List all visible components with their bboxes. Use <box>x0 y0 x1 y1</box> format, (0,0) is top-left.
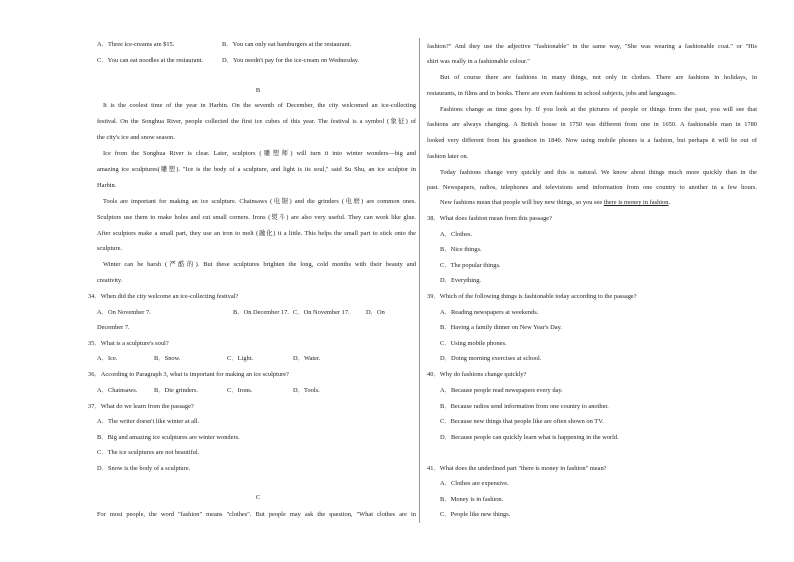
question-37: 37．What do we learn from the passage? <box>88 403 194 410</box>
q37-option-b: B．Big and amazing ice sculptures are winter wonders. <box>97 434 240 441</box>
q40-option-b: B．Because radios send information from one country to another. <box>440 403 609 410</box>
paragraph-line: Ice from the Songhua River is clear. Later, sculptors (雕塑师) will turn it into winter wonders—big and <box>103 150 416 157</box>
q38-option-d: D．Everything. <box>440 277 481 284</box>
q36-option-c: C．Irons. <box>227 387 253 394</box>
paragraph-line: fashion later on. <box>427 153 469 160</box>
paragraph-line: Winter can be harsh (严酷的). But these sculptures brighten the long, cold months with their beauty and <box>103 261 416 268</box>
paragraph-line: Today fashions change very quickly and this is natural. We know about things much more quickly than in the <box>440 169 757 176</box>
option-b: B．You can only eat hamburgers at the restaurant. <box>222 41 352 48</box>
paragraph-line: fashion?" And they use the adjective "fashionable" in the same way, "She was wearing a fashionable coat." or "His <box>427 43 757 50</box>
paragraph-text: New fashions mean that people will buy new things, so you see <box>440 199 604 206</box>
paragraph-line: After sculptors make a small part, they use an iron to melt (融化) it a little. This helps the small part to stick onto the <box>97 230 416 237</box>
paragraph-line: fashions are always changing. A British house in 1750 was different from one in 1650. A fashionable man in 1780 <box>427 121 757 128</box>
option-c: C．You can eat noodles at the restaurant. <box>97 57 204 64</box>
paragraph-line: looked very different from his grandson in 1840. Now using mobile phones is a fashion, but perhaps it will be out of <box>427 137 757 144</box>
q35-option-b: B．Snow. <box>154 355 181 362</box>
q37-option-a: A．The writer doesn't like winter at all. <box>97 418 200 425</box>
q36-option-a: A．Chainsaws. <box>97 387 138 394</box>
paragraph-line: restaurants, in films and in books. There are even fashions in school subjects, jobs and languages. <box>427 90 677 97</box>
option-a: A．Three ice-creams are $15. <box>97 41 175 48</box>
paragraph-line: festival. On the Songhua River, people collected the first ice cubes of this year. The festival is a symbol (象征) of <box>97 118 416 125</box>
paragraph-line <box>440 199 670 207</box>
q36-option-d: D．Tools. <box>293 387 320 394</box>
question-35: 35．What is a sculpture's soul? <box>88 340 169 347</box>
q41-option-c: C．People like new things. <box>440 511 511 518</box>
q34-option-b: B．On December 17. <box>233 309 289 316</box>
paragraph-line: Harbin. <box>97 182 117 189</box>
paragraph-line: Sculptors use them to make holes and cut small corners. Irons (熨斗) are also very useful. They can work like glue. <box>97 214 416 221</box>
q35-option-d: D．Water. <box>293 355 321 362</box>
paragraph-line: Fashions change as time goes by. If you look at the pictures of people or things from the past, you will see that <box>440 106 757 113</box>
q39-option-d: D．Doing morning exercises at school. <box>440 355 542 362</box>
q40-option-a: A．Because people read newspapers every day. <box>440 387 563 394</box>
question-38: 38．What does fashion mean from this passage? <box>427 215 552 222</box>
underlined-phrase: there is money in fashion <box>603 199 669 206</box>
paragraph-line: It is the coolest time of the year in Harbin. On the seventh of December, the city welcomed an ice-collecting <box>103 102 416 109</box>
paragraph-line: amazing ice sculptures(雕塑). "Ice is the body of a sculpture, and light is its soul," said Su Shu, an ice sculptor in <box>97 166 416 173</box>
q41-option-a: A．Clothes are expensive. <box>440 480 509 487</box>
q41-option-b: B．Money is in fashion. <box>440 496 504 503</box>
q38-option-a: A．Clothes. <box>440 231 473 238</box>
paragraph-line: the city's ice and snow season. <box>97 134 175 141</box>
paragraph-line: Tools are important for making an ice sculpture. Chainsaws (电锯) and die grinders (电磨) are common ones. <box>103 198 416 205</box>
q39-option-a: A．Reading newspapers at weekends. <box>440 309 539 316</box>
section-heading: C <box>255 494 261 501</box>
section-heading: B <box>255 87 261 94</box>
paragraph-line: past. Newspapers, radios, telephones and televisions send information from one country to another in a few hours. <box>427 184 757 191</box>
paragraph-line: sculpture. <box>97 245 123 252</box>
paragraph-line: But of course there are fashions in many things, not only in clothes. There are fashions in holidays, in <box>440 74 757 81</box>
column-divider <box>419 38 420 523</box>
question-36: 36．According to Paragraph 3, what is important for making an ice sculpture? <box>88 371 289 378</box>
paragraph-line: shirt was really in a fashionable colour." <box>427 58 530 65</box>
question-39: 39．Which of the following things is fashionable today according to the passage? <box>427 293 637 300</box>
question-41: 41．What does the underlined part "there is money in fashion" mean? <box>427 465 607 472</box>
q36-option-b: B．Die grinders. <box>154 387 199 394</box>
q38-option-c: C．The popular things. <box>440 262 501 269</box>
q34-option-d-cont: December 7. <box>97 324 130 331</box>
q39-option-c: C．Using mobile phones. <box>440 340 507 347</box>
option-d: D．You needn't pay for the ice-cream on Wednesday. <box>222 57 360 64</box>
question-40: 40．Why do fashions change quickly? <box>427 371 527 378</box>
q38-option-b: B．Nice things. <box>440 246 482 253</box>
paragraph-line: creativity. <box>97 277 123 284</box>
q37-option-d: D．Snow is the body of a sculpture. <box>97 465 191 472</box>
paragraph-text: . <box>668 199 671 206</box>
q35-option-a: A．Ice. <box>97 355 118 362</box>
q35-option-c: C．Light. <box>227 355 254 362</box>
paragraph-line: For most people, the word "fashion" means "clothes". But people may ask the question, "What clothes are in <box>97 511 416 518</box>
q34-option-a: A．On November 7. <box>97 309 151 316</box>
q40-option-c: C．Because new things that people like are often shown on TV. <box>440 418 604 425</box>
q34-option-d: D．On <box>366 309 385 316</box>
q39-option-b: B．Having a family dinner on New Year's Day. <box>440 324 562 331</box>
q40-option-d: D．Because people can quickly learn what is happening in the world. <box>440 434 619 441</box>
q34-option-c: C．On November 17. <box>293 309 350 316</box>
q37-option-c: C．The ice sculptures are not beautiful. <box>97 449 200 456</box>
question-34: 34．When did the city welcome an ice-collecting festival? <box>88 293 239 300</box>
